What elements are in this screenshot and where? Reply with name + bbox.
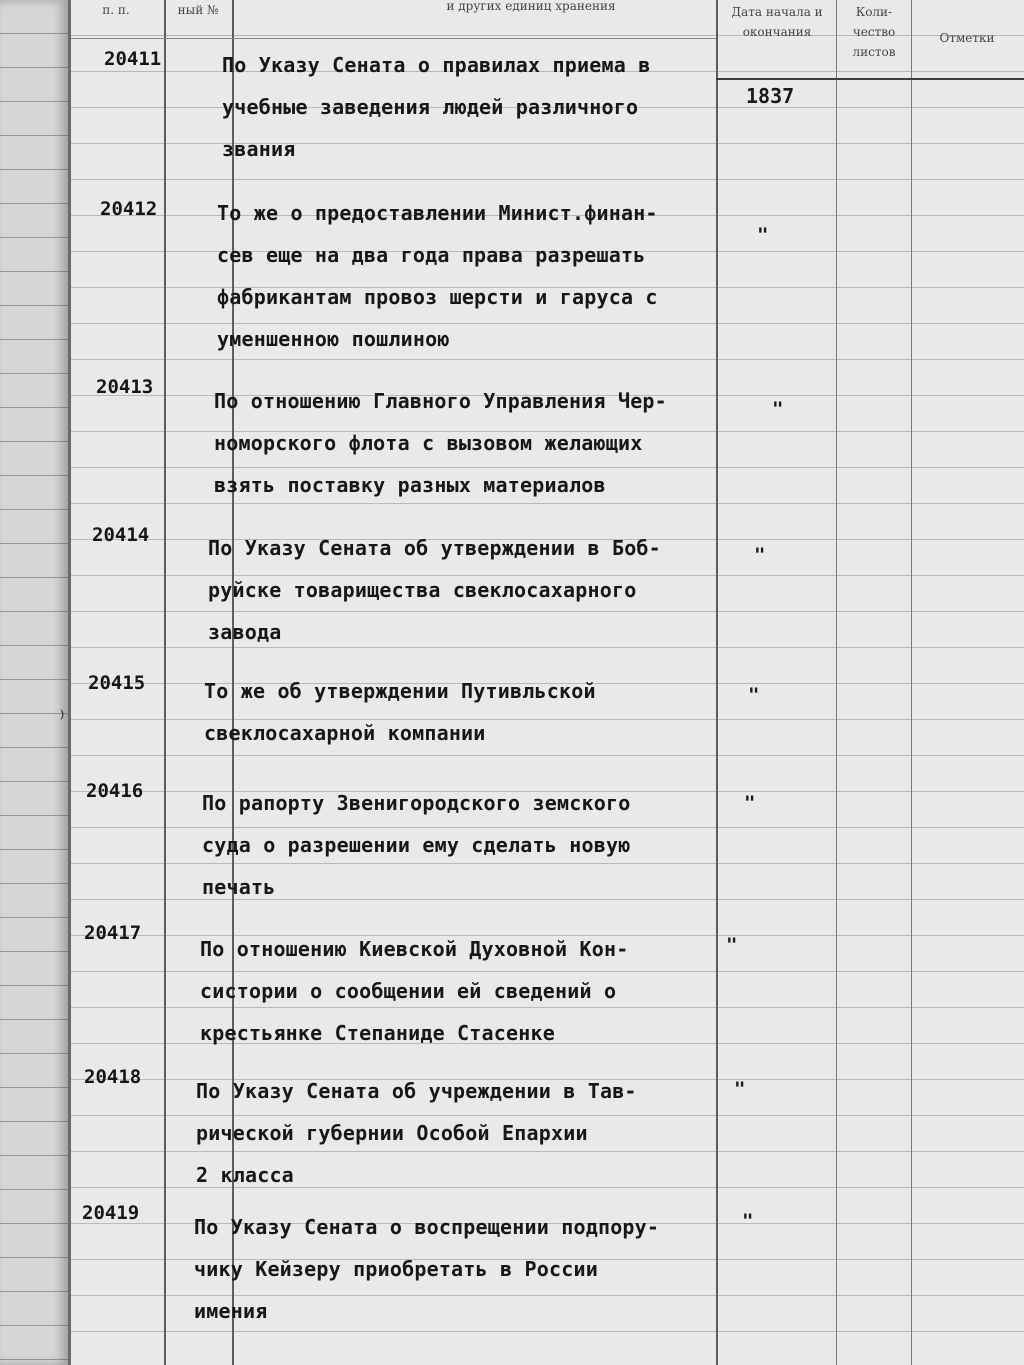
entry-line: По отношению Киевской Духовной Кон-: [200, 937, 629, 961]
entry-description: [217, 192, 727, 360]
entry-line: свеклосахарной компании: [204, 721, 486, 745]
entry-line: руйске товарищества свеклосахарного: [208, 578, 637, 602]
header-rule: [71, 38, 716, 39]
header-id: ный №: [177, 3, 219, 17]
header-notes: Отметки: [939, 31, 995, 45]
ditto-mark: ": [726, 934, 738, 956]
entry-line: То же о предоставлении Минист.финан-: [217, 201, 658, 225]
entry-line: чику Кейзеру приобретать в России: [194, 1257, 598, 1281]
entry-number: 20417: [84, 922, 142, 944]
entry-line: номорского флота с вызовом желающих: [214, 431, 643, 455]
entry-number: 20416: [86, 780, 144, 802]
entry-number: 20411: [104, 48, 162, 70]
column-rule: [164, 0, 166, 1365]
entry-line: имения: [194, 1299, 268, 1323]
entry-line: По Указу Сената о правилах приема в: [222, 53, 651, 77]
entry-description: [208, 527, 718, 653]
entry-number: 20414: [92, 524, 150, 546]
ditto-mark: ": [757, 224, 769, 246]
entry-description: [204, 670, 714, 754]
entry-line: рической губернии Особой Епархии: [196, 1121, 588, 1145]
facing-page-edge: [0, 0, 71, 1365]
entry-line: По Указу Сената об учреждении в Тав-: [196, 1079, 637, 1103]
entry-description: [202, 782, 712, 908]
entry-number: 20413: [96, 376, 154, 398]
ditto-mark: ": [754, 544, 766, 566]
ditto-mark: ": [744, 792, 756, 814]
ditto-mark: ": [734, 1078, 746, 1100]
header-title: и других единиц хранения: [446, 0, 616, 13]
entry-number: 20412: [100, 198, 158, 220]
ditto-mark: ": [772, 398, 784, 420]
entry-line: крестьянке Степаниде Стасенке: [200, 1021, 555, 1045]
ditto-mark: ": [748, 684, 760, 706]
entry-line: суда о разрешении ему сделать новую: [202, 833, 631, 857]
entry-description: [200, 928, 710, 1054]
entry-description: [196, 1070, 706, 1196]
header-sheets: Коли- чество листов: [852, 5, 896, 59]
entry-line: уменшенною пошлиною: [217, 327, 450, 351]
entry-line: фабрикантам провоз шерсти и гаруса с: [217, 285, 658, 309]
header-dates: Дата начала и окончания: [731, 5, 823, 39]
entry-date: 1837: [746, 84, 795, 108]
entry-line: По рапорту Звенигородского земского: [202, 791, 631, 815]
entry-line: систории о сообщении ей сведений о: [200, 979, 617, 1003]
entry-line: По Указу Сената об утверждении в Боб-: [208, 536, 661, 560]
entry-line: То же об утверждении Путивльской: [204, 679, 596, 703]
binding-mark: ⁾: [56, 706, 69, 730]
column-rule: [911, 0, 912, 1365]
entry-line: По Указу Сената о воспрещении подпору-: [194, 1215, 660, 1239]
header-num: п. п.: [102, 3, 130, 17]
header-rule: [716, 78, 1024, 80]
entry-number: 20415: [88, 672, 146, 694]
entry-line: звания: [222, 137, 296, 161]
entry-description: [222, 44, 732, 170]
column-rule: [836, 0, 837, 1365]
entry-line: сев еще на два года права разрешать: [217, 243, 646, 267]
entry-number: 20418: [84, 1066, 142, 1088]
entry-description: [214, 380, 724, 506]
entry-description: [194, 1206, 704, 1332]
entry-line: По отношению Главного Управления Чер-: [214, 389, 667, 413]
entry-line: завода: [208, 620, 282, 644]
entry-number: 20419: [82, 1202, 140, 1224]
entry-line: 2 класса: [196, 1163, 294, 1187]
ditto-mark: ": [742, 1210, 754, 1232]
entry-line: печать: [202, 875, 276, 899]
entry-line: взять поставку разных материалов: [214, 473, 606, 497]
entry-line: учебные заведения людей различного: [222, 95, 639, 119]
